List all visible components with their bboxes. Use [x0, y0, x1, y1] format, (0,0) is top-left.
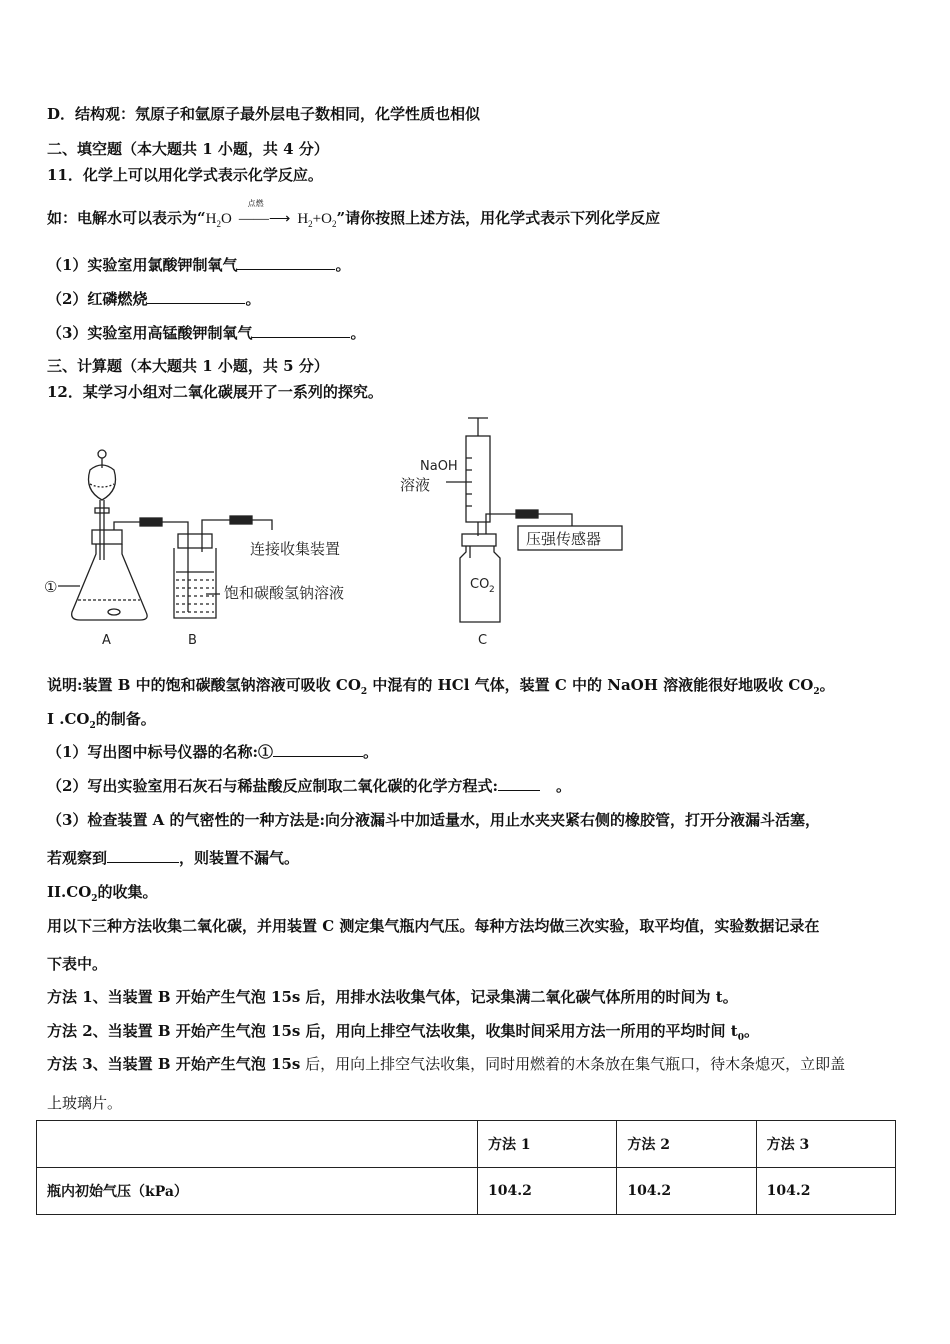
q11-part3 [47, 322, 365, 343]
eq-sub-3: 2 [331, 219, 337, 229]
part-2-heading [47, 881, 158, 904]
label-nahco3-solution: 饱和碳酸氢钠溶液 [224, 584, 345, 602]
note-sub-2: 2 [813, 687, 820, 697]
method-2-end: 。 [743, 1022, 759, 1040]
answer-blank[interactable] [273, 742, 363, 757]
section-3-heading: 三、计算题（本大题共 1 小题，共 5 分） [47, 357, 329, 375]
question-12: 12．某学习小组对二氧化碳展开了一系列的探究。 [47, 383, 383, 401]
q11-part1-text: （1）实验室用氯酸钾制氧气 [47, 256, 238, 274]
label-c: C [478, 633, 488, 648]
table-header-cell: 方法 2 [617, 1121, 756, 1168]
eq-h: H [205, 211, 217, 227]
answer-blank[interactable] [107, 848, 179, 863]
arrow-label: 点燃 [247, 199, 264, 208]
label-naoh: NaOH [420, 459, 458, 474]
rubber-tube-b [230, 516, 252, 524]
eq-sub: 2 [216, 219, 221, 229]
label-b: B [188, 633, 197, 648]
funnel-bulb [89, 465, 116, 500]
note-a: 说明:装置 B 中的饱和碳酸氢钠溶液可吸收 CO [47, 676, 361, 694]
part-1-b: 的制备。 [95, 710, 156, 728]
example-prefix: 如：电解水可以表示为“ [47, 209, 206, 227]
syringe [466, 436, 490, 522]
note-c: 。 [819, 676, 835, 694]
eq-o2: +O [312, 211, 332, 227]
data-table [36, 1120, 896, 1215]
method-3-rest: 后，用向上排空气法收集，同时用燃着的木条放在集气瓶口，待木条熄灭，立即盖 [300, 1055, 846, 1073]
table-header-cell: 方法 3 [756, 1121, 895, 1168]
option-d: D．结构观：氖原子和氩原子最外层电子数相同，化学性质也相似 [47, 105, 481, 123]
table-cell: 104.2 [617, 1168, 756, 1215]
rubber-tube-c [516, 510, 538, 518]
label-a: A [102, 633, 111, 648]
question-11-example [47, 199, 661, 229]
table-header-cell: 方法 1 [478, 1121, 617, 1168]
rubber-tube [140, 518, 162, 526]
method-2 [47, 1020, 759, 1043]
label-circle-1: ① [44, 578, 58, 596]
label-solution: 溶液 [400, 476, 431, 494]
period: 。 [245, 290, 261, 308]
part1-q1 [47, 741, 378, 762]
example-equation [205, 199, 337, 229]
bottle-c-stopper [462, 534, 496, 546]
method-1: 方法 1、当装置 B 开始产生气泡 15s 后，用排水法收集气体，记录集满二氧化碳气体所用的时间为 t。 [47, 988, 738, 1006]
answer-blank[interactable] [147, 289, 245, 304]
period: 。 [555, 777, 571, 795]
method-3-bold: 方法 3、当装置 B 开始产生气泡 15s [47, 1055, 301, 1073]
part-1-a: I .CO [47, 710, 90, 728]
table-row [37, 1168, 896, 1215]
funnel-stopper [98, 450, 106, 458]
q11-part2 [47, 288, 260, 309]
stopcock [95, 508, 109, 513]
eq-sub-2: 2 [308, 219, 313, 229]
part2-intro-1: 用以下三种方法收集二氧化碳，并用装置 C 测定集气瓶内气压。每种方法均做三次实验，取平均值，实验数据记录在 [47, 917, 820, 935]
table-header-row [37, 1121, 896, 1168]
table-header-cell [37, 1121, 478, 1168]
flask-a-stopper [92, 530, 122, 544]
part2-intro-2: 下表中。 [47, 955, 108, 973]
eq-h2: H [297, 211, 309, 227]
part1-q2 [47, 775, 571, 796]
bottle-b [174, 548, 216, 618]
part-2-b: 的收集。 [97, 883, 158, 901]
method-3-line2: 上玻璃片。 [47, 1094, 123, 1112]
label-co2-sub: 2 [489, 585, 495, 595]
conical-flask [72, 544, 147, 620]
part1-q3-end: ，则装置不漏气。 [179, 849, 300, 867]
table-cell: 104.2 [756, 1168, 895, 1215]
answer-blank[interactable] [237, 255, 335, 270]
answer-blank[interactable] [252, 323, 350, 338]
part-2-a: II.CO [47, 883, 92, 901]
table-cell: 瓶内初始气压（kPa） [37, 1168, 478, 1215]
question-11: 11．化学上可以用化学式表示化学反应。 [47, 166, 323, 184]
method-3-line1 [47, 1053, 845, 1074]
part1-q3-observe: 若观察到 [47, 849, 108, 867]
note-sub-1: 2 [360, 687, 368, 697]
answer-blank[interactable] [498, 776, 540, 791]
part-1-heading [47, 708, 156, 731]
reaction-arrow: 点燃 ——⟶ [238, 199, 291, 227]
part-1-sub: 2 [89, 721, 96, 731]
period: 。 [362, 743, 378, 761]
table-cell: 104.2 [478, 1168, 617, 1215]
q11-part1 [47, 254, 350, 275]
period: 。 [335, 256, 351, 274]
label-connect-collect: 连接收集装置 [250, 540, 341, 558]
section-2-heading: 二、填空题（本大题共 1 小题，共 4 分） [47, 140, 329, 158]
part1-q1-text: （1）写出图中标号仪器的名称:① [47, 743, 273, 761]
q11-part3-text: （3）实验室用高锰酸钾制氧气 [47, 324, 253, 342]
period: 。 [350, 324, 366, 342]
label-pressure-sensor: 压强传感器 [526, 530, 602, 548]
example-suffix: ”请你按照上述方法，用化学式表示下列化学反应 [336, 209, 661, 227]
q11-part2-text: （2）红磷燃烧 [47, 290, 148, 308]
bottle-b-stopper [178, 534, 212, 548]
part1-q3-line2 [47, 847, 299, 868]
note-b: 中混有的 HCl 气体，装置 C 中的 NaOH 溶液能很好地吸收 CO [367, 676, 814, 694]
part1-q2-text: （2）写出实验室用石灰石与稀盐酸反应制取二氧化碳的化学方程式: [47, 777, 498, 795]
eq-o: O [220, 211, 232, 227]
solid-marble [108, 609, 120, 615]
method-2-text: 方法 2、当装置 B 开始产生气泡 15s 后，用向上排空气法收集，收集时间采用方法一所用的平均时间 t [47, 1022, 738, 1040]
apparatus-figure [40, 412, 640, 652]
label-co2: CO [470, 577, 490, 592]
part1-q3-line1: （3）检查装置 A 的气密性的一种方法是:向分液漏斗中加适量水，用止水夹夹紧右侧的橡胶管，打开分液漏斗活塞， [47, 811, 821, 829]
method-2-sub: 0 [737, 1033, 744, 1043]
part-2-sub: 2 [91, 894, 98, 904]
note-line [47, 674, 835, 697]
